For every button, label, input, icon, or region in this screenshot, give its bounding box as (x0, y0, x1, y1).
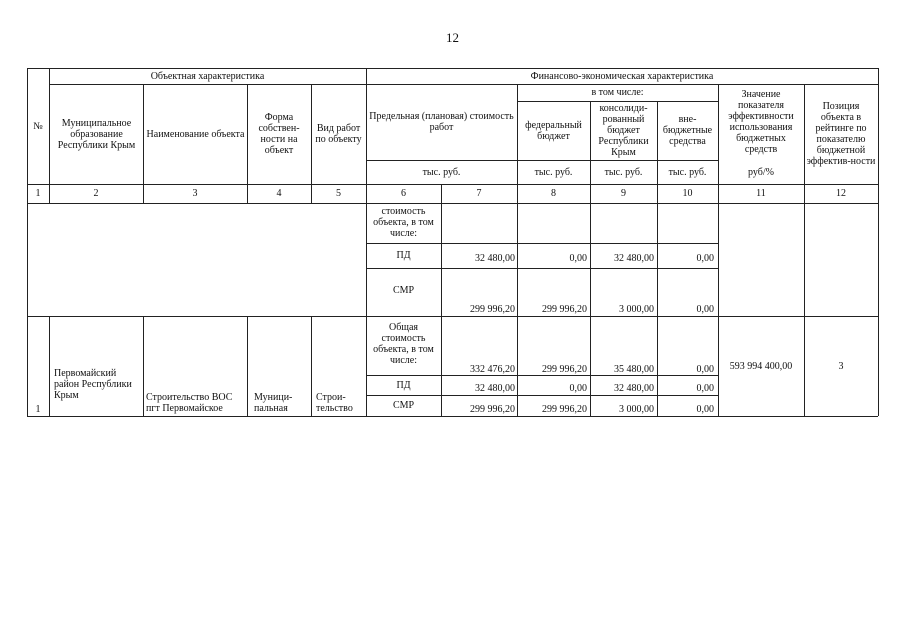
block2-efficiency: 593 994 400,00 (729, 361, 793, 372)
block1-smr-consolidated: 3 000,00 (619, 304, 654, 315)
header-object-name: Наименование объекта (146, 128, 245, 140)
block2-total-label: Общая стоимость объекта, в том числе: (373, 322, 434, 366)
block1-pd-label: ПД (396, 250, 411, 261)
col-num-10: 10 (682, 188, 693, 199)
col-num-9: 9 (621, 188, 626, 199)
header-limit-cost: Предельная (плановая) стоимость работ (369, 111, 514, 133)
block2-smr-consolidated: 3 000,00 (619, 404, 654, 415)
col-num-11: 11 (756, 188, 766, 199)
block2-pd-extra: 0,00 (696, 383, 714, 394)
col-num-8: 8 (551, 188, 556, 199)
block2-pd-federal: 0,00 (569, 383, 587, 394)
header-rating-position: Позиция объекта в рейтинге по показателю бюджетной эффектив-ности (806, 101, 876, 167)
block1-label: стоимость объекта, в том числе: (373, 206, 434, 239)
header-ownership: Форма собствен-ности на объект (258, 112, 300, 156)
header-extra-budget: вне-бюджетные средства (662, 114, 713, 147)
block1-pd-consolidated: 32 480,00 (614, 253, 654, 264)
block2-extra: 0,00 (696, 364, 714, 375)
block2-consolidated: 35 480,00 (614, 364, 654, 375)
block1-smr-extra: 0,00 (696, 304, 714, 315)
header-federal: федеральный бюджет (525, 119, 582, 142)
col-num-1: 1 (35, 188, 41, 199)
block2-ownership: Муници-пальная (254, 392, 293, 414)
col-num-5: 5 (336, 188, 341, 199)
unit-consolidated: тыс. руб. (604, 166, 643, 178)
col-num-4: 4 (276, 188, 282, 199)
header-efficiency: Значение показателя эффективности использования бюджетных средств (728, 89, 794, 155)
block2-federal: 299 996,20 (542, 364, 587, 375)
col-num-6: 6 (401, 188, 406, 199)
header-including: в том числе: (591, 87, 644, 98)
col-num-7: 7 (476, 188, 482, 199)
block2-total: 332 476,20 (470, 364, 515, 375)
block1-smr-total: 299 996,20 (470, 304, 515, 315)
block2-object-name: Строительство ВОС пгт Первомайское (146, 392, 233, 414)
col-num-2: 2 (93, 188, 99, 199)
block2-pd-label: ПД (396, 380, 411, 391)
col-num-12: 12 (836, 188, 846, 199)
block2-smr-label: СМР (392, 400, 415, 411)
block1-smr-label: СМР (392, 285, 415, 296)
page-number: 12 (446, 30, 459, 45)
unit-efficiency: руб/% (748, 166, 774, 178)
block2-work-type: Строи-тельство (316, 392, 353, 414)
unit-federal: тыс. руб. (534, 166, 573, 178)
block2-smr-federal: 299 996,20 (542, 404, 587, 415)
block1-smr-federal: 299 996,20 (542, 304, 587, 315)
header-consolidated: консолиди-рованный бюджет Республики Крым (598, 103, 649, 158)
header-municipality: Муниципальное образование Республики Крым (57, 117, 136, 151)
block2-smr-extra: 0,00 (696, 404, 714, 415)
block2-num: 1 (35, 404, 41, 415)
block2-municipality: Первомайский район Республики Крым (54, 368, 132, 401)
header-work-type: Вид работ по объекту (315, 123, 362, 145)
block1-pd-extra: 0,00 (696, 253, 714, 264)
col-num-3: 3 (192, 188, 198, 199)
block2-rating-position: 3 (838, 361, 844, 372)
block1-pd-total: 32 480,00 (475, 253, 515, 264)
block2-smr-total: 299 996,20 (470, 404, 515, 415)
unit-extra-budget: тыс. руб. (668, 166, 707, 178)
block1-pd-federal: 0,00 (569, 253, 587, 264)
block2-pd-consolidated: 32 480,00 (614, 383, 654, 394)
header-object-group: Объектная характеристика (150, 70, 265, 82)
header-finance-group: Финансово-экономическая характеристика (530, 70, 714, 82)
header-num: № (33, 120, 43, 132)
unit-limit: тыс. руб. (422, 166, 461, 178)
block2-pd-total: 32 480,00 (475, 383, 515, 394)
